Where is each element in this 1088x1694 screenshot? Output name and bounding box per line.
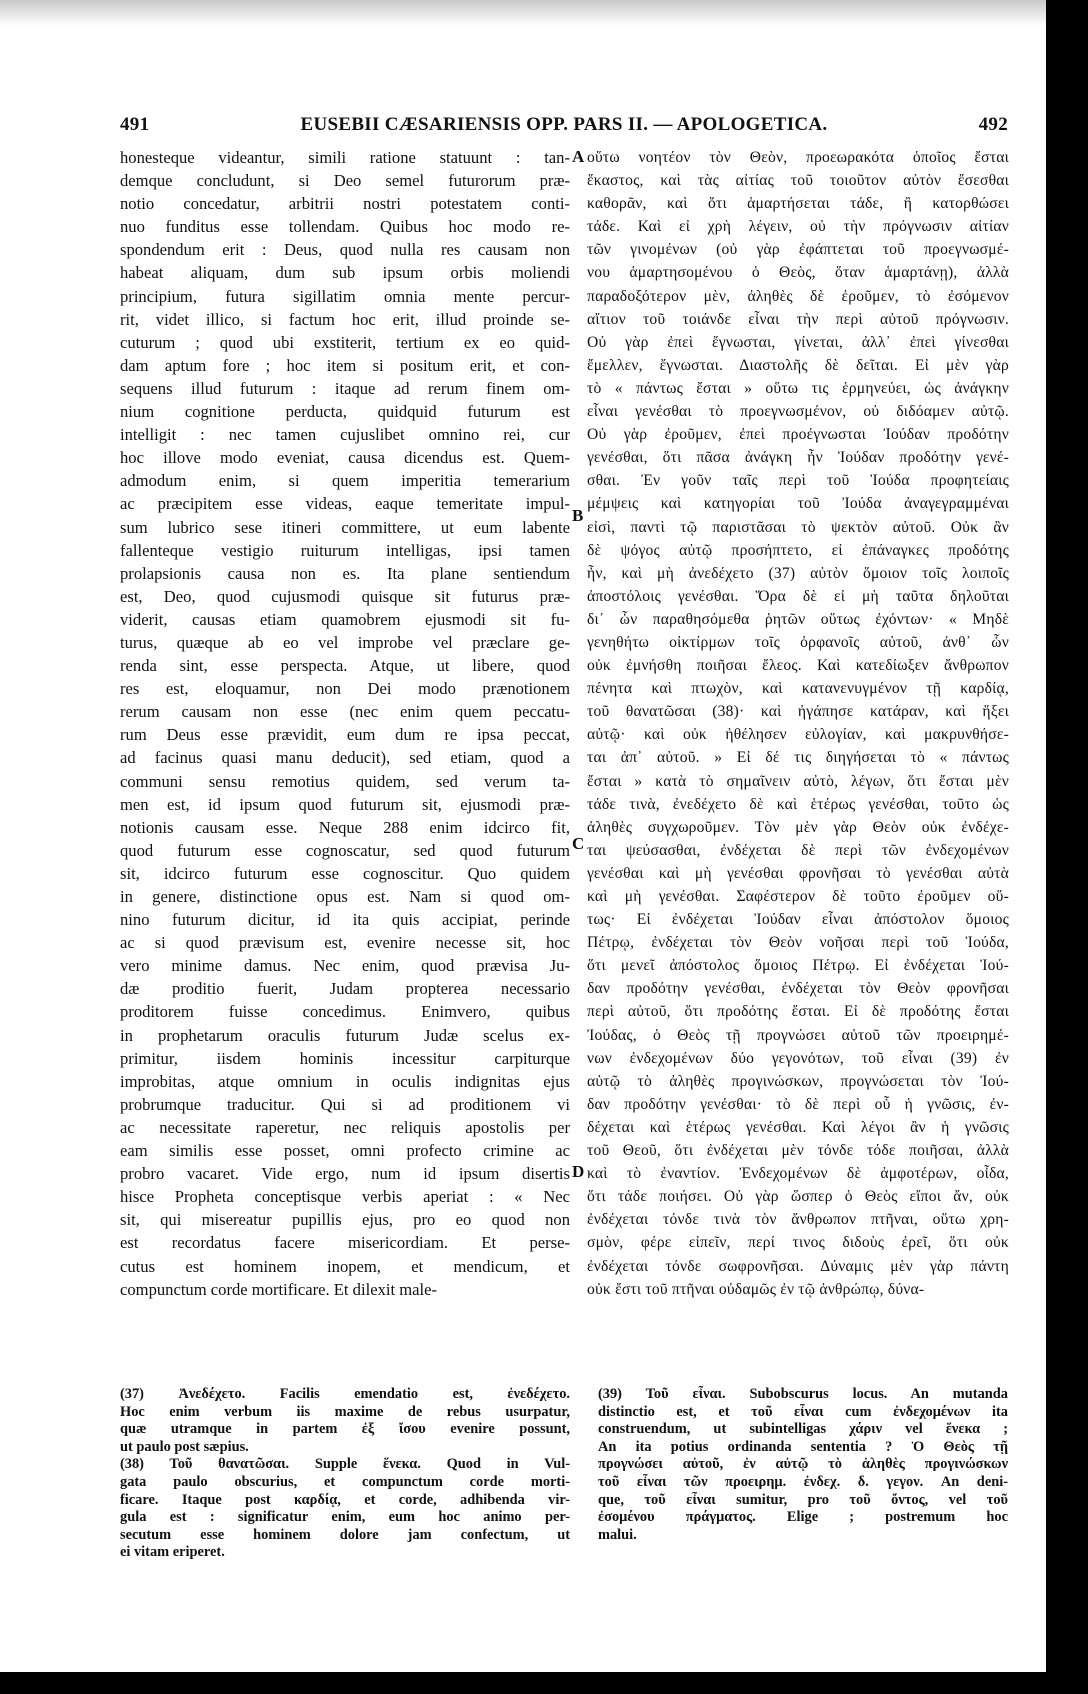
text-line: honesteque videantur, simili ratione statuunt : tan-: [120, 148, 570, 167]
footnotes-left: [120, 1386, 570, 1562]
text-line: vero minime damus. Nec enim, quod prævisa Ju-: [120, 956, 570, 976]
text-line: δαν προδότην γενέσθαι, ἐνδέχεται τὸν Θεὸν φρονῆσαι: [587, 980, 1009, 998]
text-line: men est, id ipsum quod futurum sit, ejusmodi præ-: [120, 794, 570, 814]
text-line: ὅτι μενεῖ ἀπόστολος ὅμοιος Πέτρῳ. Εἰ ἐνδέχεται Ἰού-: [587, 957, 1009, 975]
text-line: καὶ τὸ ἐναντίον. Ἐνδεχομένων δὲ ἀμφοτέρων, οἶδα,: [587, 1165, 1009, 1183]
text-line: eam similis esse posset, omni profecto crimine ac: [120, 1141, 570, 1161]
text-line: τάδε. Καὶ εἰ χρὴ λέγειν, οὐ τὴν πρόγνωσιν αἰτίαν: [587, 218, 1009, 236]
text-line: dam aptum fore ; hoc item si positum erit, et con-: [120, 355, 570, 375]
text-line: nuo funditus esse tollendam. Quibus hoc modo re-: [120, 217, 570, 237]
footnote-line: malui.: [598, 1526, 637, 1543]
text-line: ad facinus quasi manu deducit), sed etiam, quod a: [120, 748, 570, 768]
text-line: demque concludunt, si Deo semel futurorum præ-: [120, 171, 570, 191]
text-line: quod futurum esse cognoscatur, sed quod futurum: [120, 840, 570, 860]
footnote-line: secutum esse hominem dolore jam confectum, ut: [120, 1526, 570, 1543]
text-line: ἔσται » κατὰ τὸ σημαῖνειν αὐτὸ, λέγων, ὅτι ἔσται μὲν: [587, 772, 1009, 790]
greek-column: [587, 146, 1009, 1301]
text-line: τάδε τινὰ, ἐνεδέχετο δὲ καὶ ἑτέρως γενέσθαι, τοῦτο ὡς: [587, 795, 1009, 813]
footnote-line: ei vitam eriperet.: [120, 1544, 225, 1561]
text-line: Οὐ γὰρ ἐροῦμεν, ἐπεὶ προέγνωσται Ἰούδαν προδότην: [587, 426, 1009, 444]
text-line: οὐκ ἔστι τοῦ πτῆναι οὐδαμῶς ἐν τῷ ἀνθρώπῳ, δύνα-: [587, 1280, 925, 1298]
text-line: περὶ αὐτοῦ, ὅτι προδότης ἔσται. Εἰ δὲ προδότης ἔσται: [587, 1003, 1009, 1021]
text-line: notio concedatur, arbitrii nostri potestatem conti-: [120, 194, 570, 214]
text-line: ac si quod prævisum est, evenire necesse sit, hoc: [120, 933, 570, 953]
text-line: σθαι. Ἐν γοῦν ταῖς περὶ τοῦ Ἰούδα προφητείαις: [587, 472, 1009, 490]
text-line: σμὸν, φέρε εἰπεῖν, περί τινος διδοὺς ἐρεῖ, ὅτι οὐκ: [587, 1234, 1009, 1252]
text-line: hoc illove modo eveniat, causa dicendus est. Quem-: [120, 448, 570, 468]
text-line: νων ἐνδεχομένων δύο γεγονότων, τοῦ εἶναι (39) ἐν: [587, 1049, 1009, 1067]
text-line: intelligit : nec tamen cujuslibet omnino rei, cur: [120, 425, 570, 445]
text-line: nino futurum dicitur, id ita quis accipiat, perinde: [120, 910, 570, 930]
text-line: prolapsionis causa non es. Ita plane sentiendum: [120, 563, 570, 583]
running-header: [120, 114, 1008, 144]
text-line: Ἰούδας, ὁ Θεὸς τῇ προγνώσει αὐτοῦ τῶν προειρημέ-: [587, 1026, 1009, 1044]
footnote-line: que, τοῦ εἶναι sumitur, pro τοῦ ὄντος, vel τοῦ: [598, 1491, 1008, 1508]
text-line: primitur, iisdem hominis incessitur carpiturque: [120, 1048, 570, 1068]
margin-letter-b: B: [572, 506, 584, 525]
text-line: cutus est hominem inopem, et mendicum, et: [120, 1256, 570, 1276]
footnotes-right: [598, 1386, 1008, 1544]
text-line: ἐνδέχεται τόνδε σωφρονῆσαι. Δύναμις μὲν γὰρ πάντη: [587, 1257, 1009, 1275]
text-line: res est, eloquamur, non Dei modo prænotionem: [120, 679, 570, 699]
latin-column: [120, 146, 570, 1301]
footnote-line: ficare. Itaque post καρδίᾳ, et corde, adhibenda vir-: [120, 1491, 570, 1508]
text-line: καθορᾶν, καὶ ὅτι ἁμαρτήσεται τάδε, ἢ κατορθώσει: [587, 195, 1009, 213]
text-line: ἀληθὲς συγχωροῦμεν. Τὸν μὲν γὰρ Θεὸν οὐκ ἐνδέχε-: [587, 818, 1009, 836]
footnote-line: (37) Ἀνεδέχετο. Facilis emendatio est, ἐνεδέχετο.: [120, 1386, 570, 1402]
footnote-line: ἐσομένου πράγματος. Elige ; postremum hoc: [598, 1509, 1008, 1526]
text-line: οὕτω νοητέον τὸν Θεὸν, προεωρακότα ὁποῖος ἔσται: [587, 149, 1009, 166]
text-line: ἔμελλεν, ἔγνωσται. Διαστολῆς δὲ δεῖται. Εἰ μὲν γὰρ: [587, 356, 1009, 374]
footnote-line: construendum, ut subintelligas χάριν vel ἕνεκα ;: [598, 1421, 1008, 1438]
text-line: improbitas, atque omnium in oculis indignitas ejus: [120, 1071, 570, 1091]
text-line: τοῦ Θεοῦ, ὅτι ἐνδέχεται μὲν τόνδε τόδε ποιῆσαι, ἀλλὰ: [587, 1142, 1009, 1160]
text-line: ac necessitate raperetur, nec reliquis apostolis per: [120, 1117, 570, 1137]
text-line: τῶν γινομένων (οὐ γὰρ ἐφάπτεται τοῦ προεγνωσμέ-: [587, 241, 1009, 259]
text-line: renda sint, esse perspecta. Atque, ut libere, quod: [120, 656, 570, 676]
text-line: οὐκ ἐμνήσθη ποιῆσαι ἔλεος. Καὶ κατεδίωξεν ἄνθρωπον: [587, 657, 1009, 675]
text-line: γενέσθαι καὶ μὴ γενέσθαι φρονῆσαι τὸ γενέσθαι αὐτὰ: [587, 864, 1009, 882]
text-line: ται ψεύσασθαι, ἐνδέχεται δὲ περὶ τῶν ἐνδεχομένων: [587, 841, 1009, 859]
text-line: sit, idcirco futurum esse cognoscitur. Quo quidem: [120, 863, 570, 883]
text-line: dæ proditio fuerit, Judam propterea necessario: [120, 979, 570, 999]
footnote-line: (39) Τοῦ εἶναι. Subobscurus locus. An mutanda: [598, 1386, 1008, 1402]
text-line: εἶναι γενέσθαι τὸ προεγνωσμένον, οὐ διδόαμεν αὐτῷ.: [587, 403, 1009, 421]
scan-top-edge: [0, 0, 1088, 26]
text-line: probrumque traducitur. Qui si ad proditionem vi: [120, 1094, 570, 1114]
text-line: αἴτιον τοῦ τοιάνδε εἶναι τὴν περὶ αὐτοῦ πρόγνωσιν.: [587, 310, 1009, 328]
text-line: ac præcipitem esse videas, eaque temeritate impul-: [120, 494, 570, 514]
text-line: ἦν, καὶ μὴ ἀνεδέχετο (37) αὐτὸν ὅμοιον τοῖς λοιποῖς: [587, 564, 1009, 582]
text-line: spondendum erit : Deus, quod nulla res causam non: [120, 240, 570, 260]
text-line: rum Deus esse prævidit, eum dum re ipsa peccat,: [120, 725, 570, 745]
running-title: EUSEBII CÆSARIENSIS OPP. PARS II. — APOLOGETICA.: [300, 114, 828, 135]
text-line: γενέσθαι, ὅτι πᾶσα ἀνάγκη ἦν Ἰούδαν προδότην γενέ-: [587, 449, 1009, 467]
text-line: Οὐ γὰρ ἐπεὶ ἔγνωσται, γίνεται, ἀλλ᾽ ἐπεὶ γίνεσθαι: [587, 333, 1009, 351]
text-line: τως· Εἰ ἐνδέχεται Ἰούδαν εἶναι ἀπόστολον ὅμοιος: [587, 911, 1009, 929]
text-line: principium, futura sigillatim omnia mente percur-: [120, 286, 570, 306]
text-line: εἰσὶ, παντὶ τῷ παριστᾶσαι τὸ ψεκτὸν αὐτοῦ. Οὐκ ἂν: [587, 518, 1009, 536]
text-line: viderit, causas etiam quamobrem ejusmodi sit fu-: [120, 609, 570, 629]
text-line: μέμψεις καὶ κατηγορίαι τοῦ Ἰούδα ἀναγεγραμμέναι: [587, 495, 1009, 513]
text-line: fallenteque vestigio ruiturum intelligas, ipsi tamen: [120, 540, 570, 560]
text-line: rit, videt illico, si factum hoc erit, illud proinde se-: [120, 309, 570, 329]
footnote-line: gula est : significatur enim, eum hoc animo per-: [120, 1509, 570, 1526]
page-number-left: 491: [120, 114, 150, 135]
footnote-line: An ita potius ordinanda sententia ? Ὁ Θεὸς τῇ: [598, 1438, 1008, 1455]
footnote-line: τοῦ εἶναι τῶν προειρημ. ἐνδεχ. δ. γεγον. An deni-: [598, 1473, 1008, 1490]
footnote-line: (38) Τοῦ θανατῶσαι. Supple ἕνεκα. Quod in Vul-: [120, 1456, 570, 1473]
text-line: est, Deo, quod cujusmodi quisque sit futurus præ-: [120, 586, 570, 606]
text-line: sum lubrico sese itineri committere, ut eum labente: [120, 517, 570, 537]
text-line: καὶ μὴ γενέσθαι. Σαφέστερον δὲ τοῦτο ἐροῦμεν οὕ-: [587, 888, 1009, 905]
text-line: ἀποστόλοις γενέσθαι. Ὅρα δὲ εἰ μὴ ταῦτα δηλοῦται: [587, 587, 1009, 605]
text-line: rerum causam non esse (nec enim quem peccatu-: [120, 702, 570, 722]
text-line: αὐτῷ τὸ ἀληθὲς προγινώσκων, προγνώσεται τὸν Ἰού-: [587, 1072, 1009, 1090]
text-line: turus, quæque ab eo vel improbe vel præclare ge-: [120, 632, 570, 652]
scan-right-edge: [1046, 0, 1088, 1694]
margin-letter-d: D: [572, 1162, 585, 1181]
text-line: αὐτῷ· καὶ οὐκ ἠθέλησεν εὐλογίαν, καὶ μακρυνθήσε-: [587, 726, 1009, 744]
margin-letter-c: C: [572, 834, 585, 853]
text-line: in prophetarum oraculis futurum Judæ scelus ex-: [120, 1025, 570, 1045]
text-line: admodum enim, si quem imperitia temerarium: [120, 471, 570, 491]
text-line: probro vacaret. Vide ergo, num id ipsum disertis: [120, 1164, 570, 1184]
text-line: παραδοξότερον μὲν, ἀληθὲς δὲ ἐροῦμεν, τὸ ἐσόμενον: [587, 287, 1009, 305]
text-line: νου ἁμαρτησομένου ὁ Θεὸς, ὅταν ἁμαρτάνῃ), ἀλλὰ: [587, 264, 1009, 282]
text-line: sequens illud futurum : itaque ad rerum finem om-: [120, 378, 570, 398]
text-line: δὲ ψόγος αὐτῷ προσήπτετο, εἰ ἐπάναγκες προδότης: [587, 541, 1009, 559]
text-line: habeat aliquam, dum sub ipsum orbis moliendi: [120, 263, 570, 283]
text-line: compunctum corde mortificare. Et dilexit male-: [120, 1279, 438, 1299]
footnote-line: quæ utramque in partem ἐξ ἴσου evenire possunt,: [120, 1421, 570, 1438]
text-line: proditorem fuisse concedimus. Enimvero, quibus: [120, 1002, 570, 1022]
text-line: ὅτι τάδε ποιήσει. Οὐ γὰρ ὥσπερ ὁ Θεὸς εἴποι ἄν, οὐκ: [587, 1188, 1009, 1206]
footnote-line: Hoc enim verbum iis maxime de rebus usurpatur,: [120, 1403, 570, 1420]
text-line: notionis causam esse. Neque 288 enim idcirco fit,: [120, 817, 570, 837]
footnote-line: distinctio est, et τοῦ εἶναι cum ἐνδεχομένων ita: [598, 1403, 1008, 1420]
text-line: in genere, distinctione opus est. Nam si quod om-: [120, 887, 570, 906]
text-line: πένητα καὶ πτωχὸν, καὶ κατανενυγμένον τῇ καρδίᾳ,: [587, 680, 1009, 698]
footnote-line: gata paulo obscurius, et compunctum corde morti-: [120, 1473, 570, 1490]
text-line: ται ἀπ᾽ αὐτοῦ. » Εἰ δέ τις διηγήσεται τὸ « πάντως: [587, 749, 1009, 767]
text-line: sit, qui misereatur pupillis ejus, pro eo quod non: [120, 1210, 570, 1230]
text-line: δέχεται καὶ ἑτέρως γενέσθαι. Καὶ λέγοι ἂν ἡ γνῶσις: [587, 1118, 1009, 1136]
text-line: communi sensu remotius quidem, sed verum ta-: [120, 771, 570, 791]
text-line: τὸ « πάντως ἔσται » οὕτω τις ἑρμηνεύει, ὡς ἀνάγκην: [587, 379, 1009, 397]
footnote-line: προγνώσει αὐτοῦ, ἐν αὐτῷ τὸ ἀληθὲς προγινώσκων: [598, 1456, 1008, 1473]
margin-letter-a: A: [572, 147, 585, 166]
text-line: δι᾽ ὧν παραθησόμεθα ῥητῶν οὕτως ἐχόντων· « Μηδὲ: [587, 610, 1009, 628]
text-line: γενηθήτω οἰκτίρμων τοῖς ὀρφανοῖς αὐτοῦ, ἀνθ᾽ ὧν: [587, 633, 1009, 651]
text-line: ἐνδέχεται τόνδε τινὰ τὸν ἄνθρωπον πτῆναι, οὕτω χρη-: [587, 1211, 1009, 1229]
page-number-right: 492: [978, 114, 1008, 135]
text-line: τοῦ θανατῶσαι (38)· καὶ ἠγάπησε κατάραν, καὶ ἥξει: [587, 703, 1009, 721]
text-line: nium cognitione perducta, quidquid futurum est: [120, 402, 570, 422]
text-line: δαν προδότην γενέσθαι· τὸ δὲ περὶ οὗ ἡ γνῶσις, ἐν-: [587, 1095, 1009, 1113]
footnote-line: ut paulo post sæpius.: [120, 1438, 249, 1455]
text-line: ἕκαστος, καὶ τὰς αἰτίας τοῦ τοιοῦτον αὐτὸν ἔσεσθαι: [587, 172, 1009, 190]
text-line: Πέτρῳ, ἐνδέχεται τὸν Θεὸν νοῆσαι περὶ τοῦ Ἰούδα,: [587, 934, 1009, 952]
text-line: est recordatus facere misericordiam. Et perse-: [120, 1233, 570, 1253]
text-line: cuturum ; quod ubi exstiterit, tertium ex eo quid-: [120, 332, 570, 352]
scan-bottom-edge: [0, 1672, 1088, 1694]
text-line: hisce Propheta conceptisque verbis aperiat : « Nec: [120, 1187, 570, 1207]
